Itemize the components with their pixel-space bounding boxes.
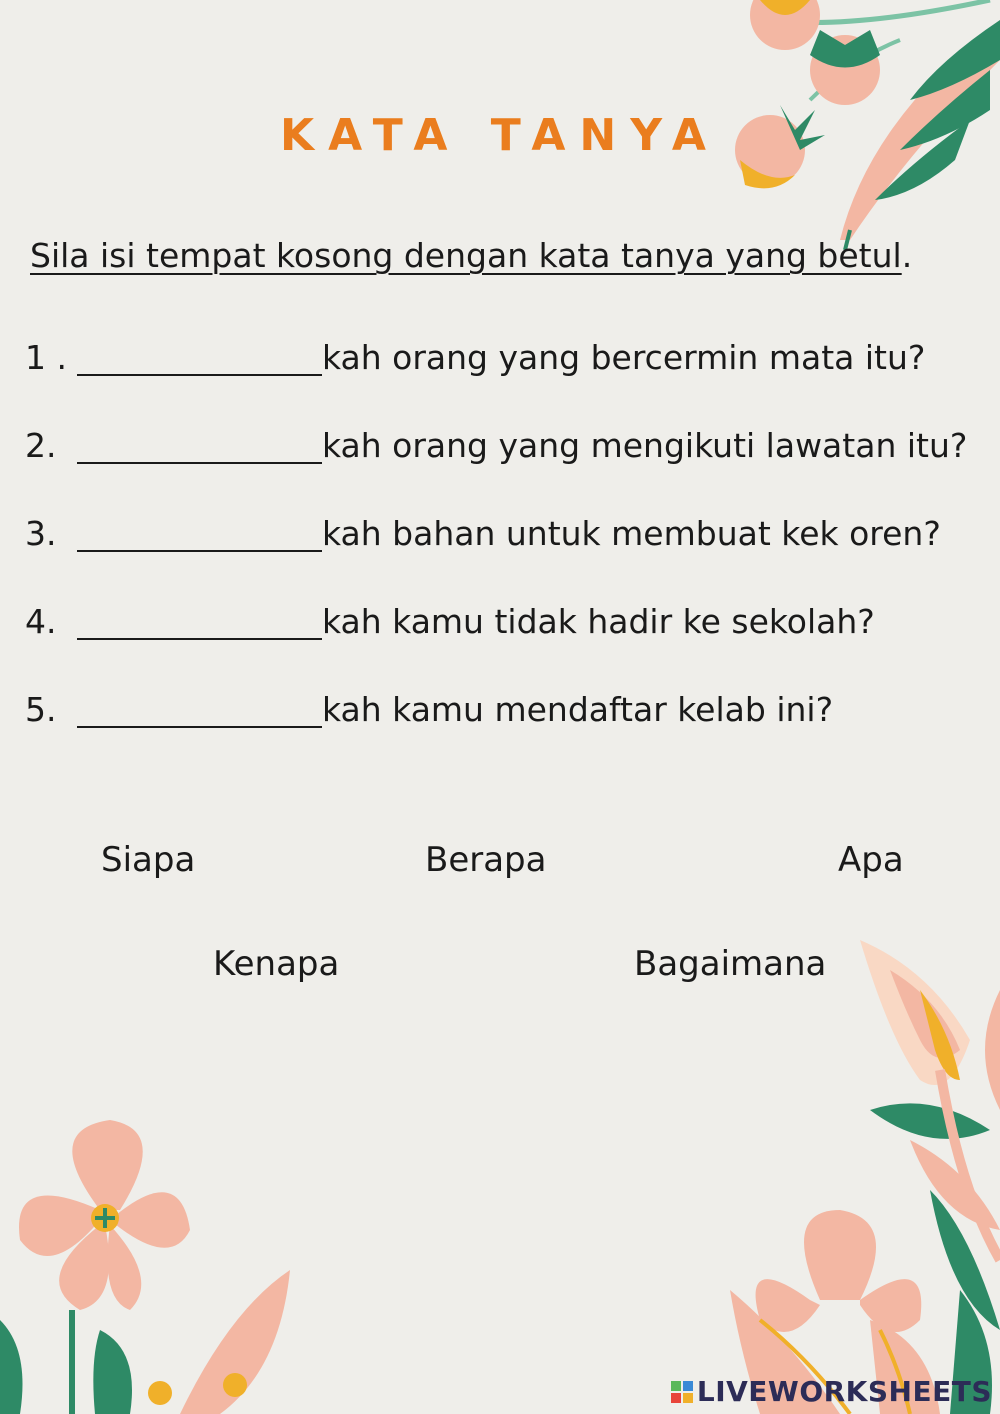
page-title: KATA TANYA [280, 110, 720, 161]
word-bank-option[interactable]: Bagaimana [634, 944, 827, 984]
watermark-text: LIVEWORKSHEETS [696, 1375, 992, 1408]
word-bank-option[interactable]: Berapa [425, 840, 547, 880]
question-5 [25, 690, 833, 730]
question-text: kah kamu tidak hadir ke sekolah? [322, 602, 875, 641]
answer-blank-4[interactable] [77, 638, 322, 640]
instruction-text: Sila isi tempat kosong dengan kata tanya yang betul [30, 236, 902, 275]
instruction-period: . [901, 236, 913, 275]
question-text: kah kamu mendaftar kelab ini? [322, 690, 834, 729]
question-2 [25, 426, 967, 466]
question-1 [25, 338, 925, 378]
answer-blank-1[interactable] [77, 374, 322, 376]
question-text: kah orang yang bercermin mata itu? [322, 338, 926, 377]
watermark [671, 1375, 992, 1408]
question-text: kah bahan untuk membuat kek oren? [322, 514, 941, 553]
question-number: 4. [25, 602, 57, 641]
question-number: 5. [25, 690, 57, 729]
question-3 [25, 514, 941, 554]
question-number: 1 . [25, 338, 67, 377]
word-bank-option[interactable]: Kenapa [213, 944, 340, 984]
answer-blank-5[interactable] [77, 726, 322, 728]
question-number: 2. [25, 426, 57, 465]
word-bank-option[interactable]: Apa [838, 840, 904, 880]
question-text: kah orang yang mengikuti lawatan itu? [322, 426, 968, 465]
answer-blank-3[interactable] [77, 550, 322, 552]
liveworksheets-logo-icon [671, 1381, 693, 1403]
answer-blank-2[interactable] [77, 462, 322, 464]
bottom-left-floral-decoration [0, 1110, 300, 1414]
instruction [30, 236, 912, 275]
question-number: 3. [25, 514, 57, 553]
word-bank-option[interactable]: Siapa [101, 840, 196, 880]
question-4 [25, 602, 875, 642]
